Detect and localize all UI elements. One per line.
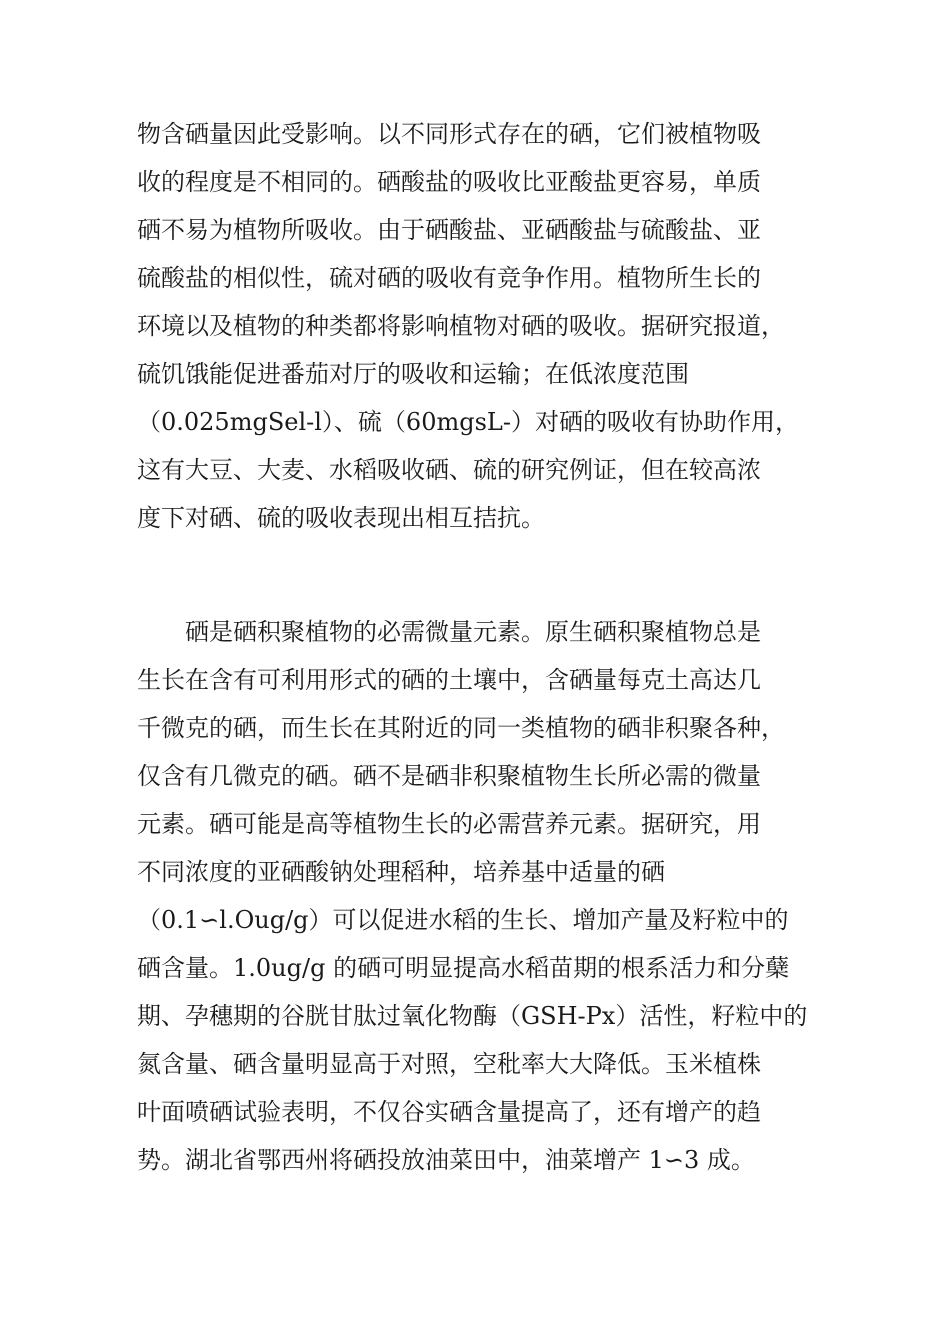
text-line: （0.025mgSel-l）、硫（60mgsL-）对硒的吸收有协助作用， [137,408,799,436]
text-line: 硫酸盐的相似性，硫对硒的吸收有竞争作用。植物所生长的 [137,264,761,292]
text-line: 生长在含有可利用形式的硒的土壤中，含硒量每克土高达几 [137,666,761,694]
text-line: 叶面喷硒试验表明，不仅谷实硒含量提高了，还有增产的趋 [137,1098,761,1126]
paragraph-selenium-uptake [137,110,799,542]
text-line: 硒含量。1.0ug/g 的硒可明显提高水稻苗期的根系活力和分蘖 [137,954,790,982]
text-line: 期、孕穗期的谷胱甘肽过氧化物酶（GSH-Px）活性，籽粒中的 [137,1002,808,1030]
text-line: 环境以及植物的种类都将影响植物对硒的吸收。据研究报道， [137,312,785,340]
text-line: 物含硒量因此受影响。以不同形式存在的硒，它们被植物吸 [137,120,761,148]
text-line: 收的程度是不相同的。硒酸盐的吸收比亚酸盐更容易，单质 [137,168,761,196]
text-line: 度下对硒、硫的吸收表现出相互拮抗。 [137,504,545,532]
text-line: 千微克的硒，而生长在其附近的同一类植物的硒非积聚各种， [137,714,785,742]
text-line: （0.1∽l.Oug/g）可以促进水稻的生长、增加产量及籽粒中的 [137,906,789,934]
text-line: 势。湖北省鄂西州将硒投放油菜田中，油菜增产 1∽3 成。 [137,1146,755,1174]
text-line: 元素。硒可能是高等植物生长的必需营养元素。据研究，用 [137,810,761,838]
text-line: 不同浓度的亚硒酸钠处理稻种，培养基中适量的硒 [137,858,665,886]
text-line: 氮含量、硒含量明显高于对照，空秕率大大降低。玉米植株 [137,1050,761,1078]
text-line: 仅含有几微克的硒。硒不是硒非积聚植物生长所必需的微量 [137,762,761,790]
text-line: 硒不易为植物所吸收。由于硒酸盐、亚硒酸盐与硫酸盐、亚 [137,216,761,244]
text-line: 硫饥饿能促进番茄对厅的吸收和运输；在低浓度范围 [137,360,689,388]
paragraph-selenium-essential [137,608,807,1184]
text-line: 这有大豆、大麦、水稻吸收硒、硫的研究例证，但在较高浓 [137,456,761,484]
text-line: 硒是硒积聚植物的必需微量元素。原生硒积聚植物总是 [137,618,761,646]
